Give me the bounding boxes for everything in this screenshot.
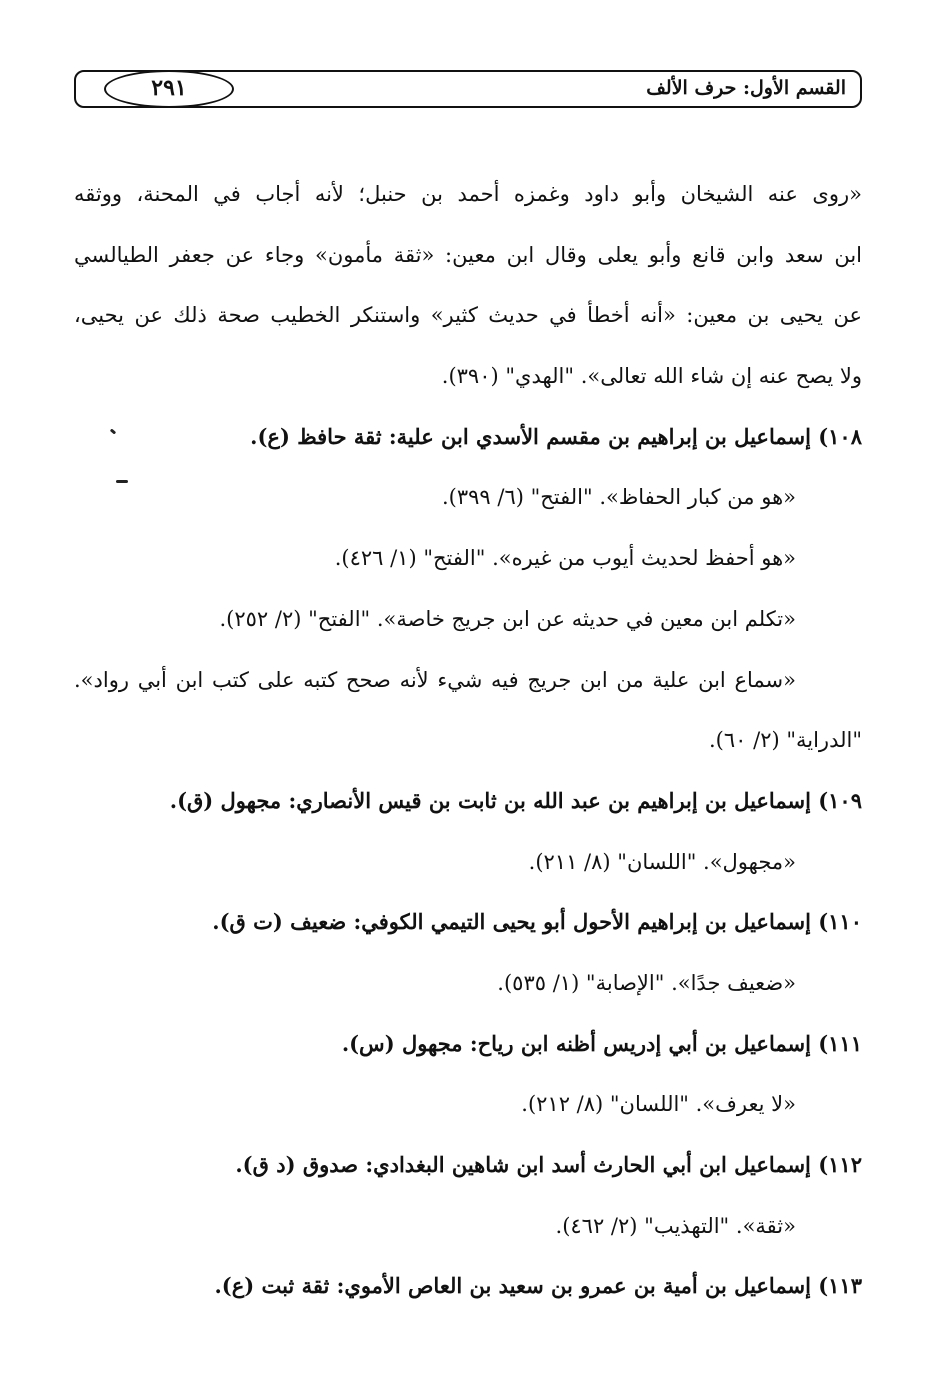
quote-line: «سماع ابن علية من ابن جريج فيه شيء لأنه صحح كتبه على كتب ابن أبي رواد». [74, 667, 796, 692]
text-line: عن يحيى بن معين: «أنه أخطأ في حديث كثير» واستنكر الخطيب صحة ذلك عن يحيى، [74, 303, 862, 328]
quote-line: «تكلم ابن معين في حديثه عن ابن جريج خاصة». "الفتح" (٢/ ٢٥٢). [219, 606, 796, 631]
entry-heading-110: ١١٠) إسماعيل بن إبراهيم الأحول أبو يحيى التيمي الكوفي: ضعيف (ت ق). [212, 909, 862, 935]
quote-line: «ثقة». "التهذيب" (٢/ ٤٦٢). [555, 1213, 796, 1238]
entry-heading-109: ١٠٩) إسماعيل بن إبراهيم بن عبد الله بن ثابت بن قيس الأنصاري: مجهول (ق). [169, 787, 862, 813]
header-title: القسم الأول: حرف الألف [646, 77, 846, 99]
document-body [74, 174, 862, 1327]
page-number: ٢٩١ [104, 70, 234, 108]
text-line: ولا يصح عنه إن شاء الله تعالى». "الهدي" (٣٩٠). [441, 364, 862, 389]
entry-heading-113: ١١٣) إسماعيل بن أمية بن عمرو بن سعيد بن العاص الأموي: ثقة ثبت (ع). [214, 1273, 862, 1299]
quote-line: «هو من كبار الحفاظ». "الفتح" (٦/ ٣٩٩). [441, 485, 796, 510]
page-header [74, 70, 862, 108]
entry-heading-111: ١١١) إسماعيل بن أبي إدريس أظنه ابن رياح: مجهول (س). [341, 1030, 862, 1056]
quote-line: «مجهول». "اللسان" (٨/ ٢١١). [528, 849, 796, 874]
entry-heading-108: ١٠٨) إسماعيل بن إبراهيم بن مقسم الأسدي ابن علية: ثقة حافظ (ع). [250, 423, 862, 449]
text-line: "الدراية" (٢/ ٦٠). [708, 728, 862, 753]
quote-line: «لا يعرف». "اللسان" (٨/ ٢١٢). [521, 1092, 796, 1117]
text-line: «روى عنه الشيخان وأبو داود وغمزه أحمد بن حنبل؛ لأنه أجاب في المحنة، ووثقه [74, 182, 862, 206]
quote-line: «ضعيف جدًا». "الإصابة" (١/ ٥٣٥). [497, 970, 796, 995]
entry-heading-112: ١١٢) إسماعيل ابن أبي الحارث أسد ابن شاهين البغدادي: صدوق (د ق). [235, 1152, 862, 1177]
quote-line: «هو أحفظ لحديث أيوب من غيره». "الفتح" (١/ ٤٢٦). [334, 546, 796, 571]
text-line: ابن سعد وابن قانع وأبو يعلى وقال ابن معين: «ثقة مأمون» وجاء عن جعفر الطيالسي [74, 242, 862, 267]
